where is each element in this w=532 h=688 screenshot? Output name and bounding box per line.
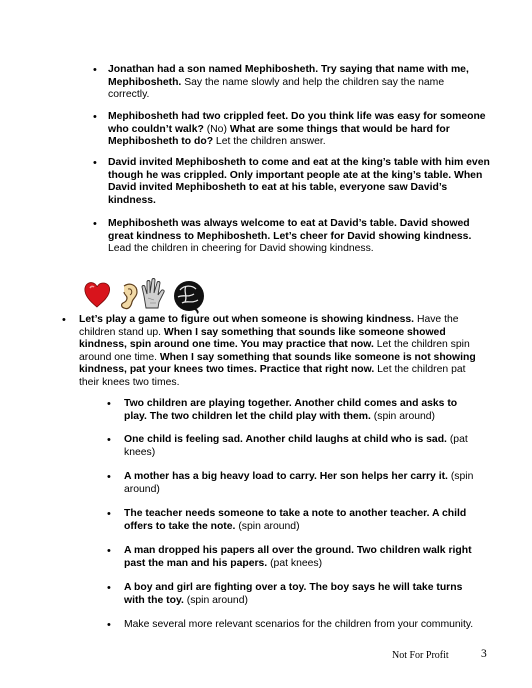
item-text: Say the name slowly and help the children say the name correctly.	[108, 76, 445, 101]
scenario-text: (pat knees)	[124, 434, 468, 458]
instruction-text: Let the children spin around one time.	[79, 339, 470, 363]
item-bold-text: Jonathan had a son named Mephibosheth. Try saying that name with me, Mephibosheth.	[108, 64, 469, 88]
scenario-item	[124, 508, 479, 533]
bullet: •	[107, 619, 111, 631]
scenario-bold: A man dropped his papers all over the ground. Two children walk right past the man and his papers.	[124, 545, 472, 569]
item-bold-text: David invited Mephibosheth to come and eat at the king’s table with him even though he was crippled. Only important people ate at the king’s table. When David invited Mephibosheth to eat at his table, everyone saw David’s kindness.	[108, 157, 490, 206]
bullet: •	[107, 545, 111, 557]
bullet: •	[107, 471, 111, 483]
instruction-text: Have the children stand up.	[79, 314, 459, 338]
scenario-bold: A mother has a big heavy load to carry. Her son helps her carry it.	[124, 471, 448, 482]
scenario-bold: A boy and girl are fighting over a toy. The boy says he will take turns with the toy.	[124, 582, 463, 606]
ear-icon	[122, 284, 137, 308]
scenario-item	[124, 582, 464, 607]
item-bold-text: Mephibosheth was always welcome to eat at David’s table. David showed great kindness to Mephibosheth. Let’s cheer for David showing kindness.	[108, 218, 472, 242]
item-bold-text: What are some things that would be hard for Mephibosheth to do?	[108, 123, 450, 148]
item-text: Let the children answer.	[213, 136, 326, 148]
item-text: Lead the children in cheering for David showing kindness.	[108, 243, 374, 255]
scenario-text: (spin around)	[370, 410, 436, 422]
scenario-bold: The teacher needs someone to take a note to another teacher. A child offers to take the note.	[124, 508, 467, 532]
list-item	[108, 157, 490, 207]
scenario-item	[124, 434, 479, 459]
instruction-bold: Let’s play a game to figure out when someone is showing kindness.	[79, 314, 415, 325]
scenario-item	[124, 619, 494, 632]
bullet: •	[107, 398, 111, 410]
bullet: •	[93, 218, 97, 230]
item-text: (No)	[203, 123, 230, 135]
brain-icon	[174, 281, 204, 313]
instruction-text: Let the children pat their knees two times.	[79, 364, 466, 388]
scenario-text: (spin around)	[124, 471, 474, 495]
instruction-bold: When I say something that sounds like someone showed kindness, spin around one time. You may practice that now.	[79, 326, 446, 351]
scenario-text: (pat knees)	[267, 557, 323, 569]
scenario-item	[124, 545, 479, 570]
icon-row	[84, 276, 214, 314]
scenario-bold: One child is feeling sad. Another child laughs at child who is sad.	[124, 434, 447, 445]
scenario-text: (spin around)	[183, 594, 248, 606]
list-item	[108, 64, 486, 102]
list-item	[108, 111, 490, 149]
list-item	[108, 218, 490, 256]
footer-text: Not For Profit	[392, 650, 449, 661]
game-instructions	[79, 314, 487, 390]
page-number: 3	[481, 648, 487, 660]
bullet: •	[62, 314, 66, 326]
instruction-bold: When I say something that sounds like someone is not showing kindness, pat your knees two times. Practice that right now.	[79, 351, 476, 376]
bullet: •	[107, 434, 111, 446]
bullet: •	[93, 64, 97, 76]
scenario-text: (spin around)	[235, 520, 300, 532]
scenario-bold: Two children are playing together. Another child comes and asks to play. The two children let the child play with them.	[124, 398, 458, 422]
hand-icon	[142, 279, 164, 309]
bullet: •	[107, 582, 111, 594]
scenario-text: Make several more relevant scenarios for the children from your community.	[124, 619, 474, 630]
scenario-item	[124, 398, 474, 423]
bullet: •	[93, 157, 97, 169]
bullet: •	[107, 508, 111, 520]
scenario-item	[124, 471, 484, 496]
bullet: •	[93, 111, 97, 123]
item-bold-text: Mephibosheth had two crippled feet. Do you think life was easy for someone who couldn’t walk?	[108, 111, 486, 135]
heart-icon	[85, 283, 110, 307]
